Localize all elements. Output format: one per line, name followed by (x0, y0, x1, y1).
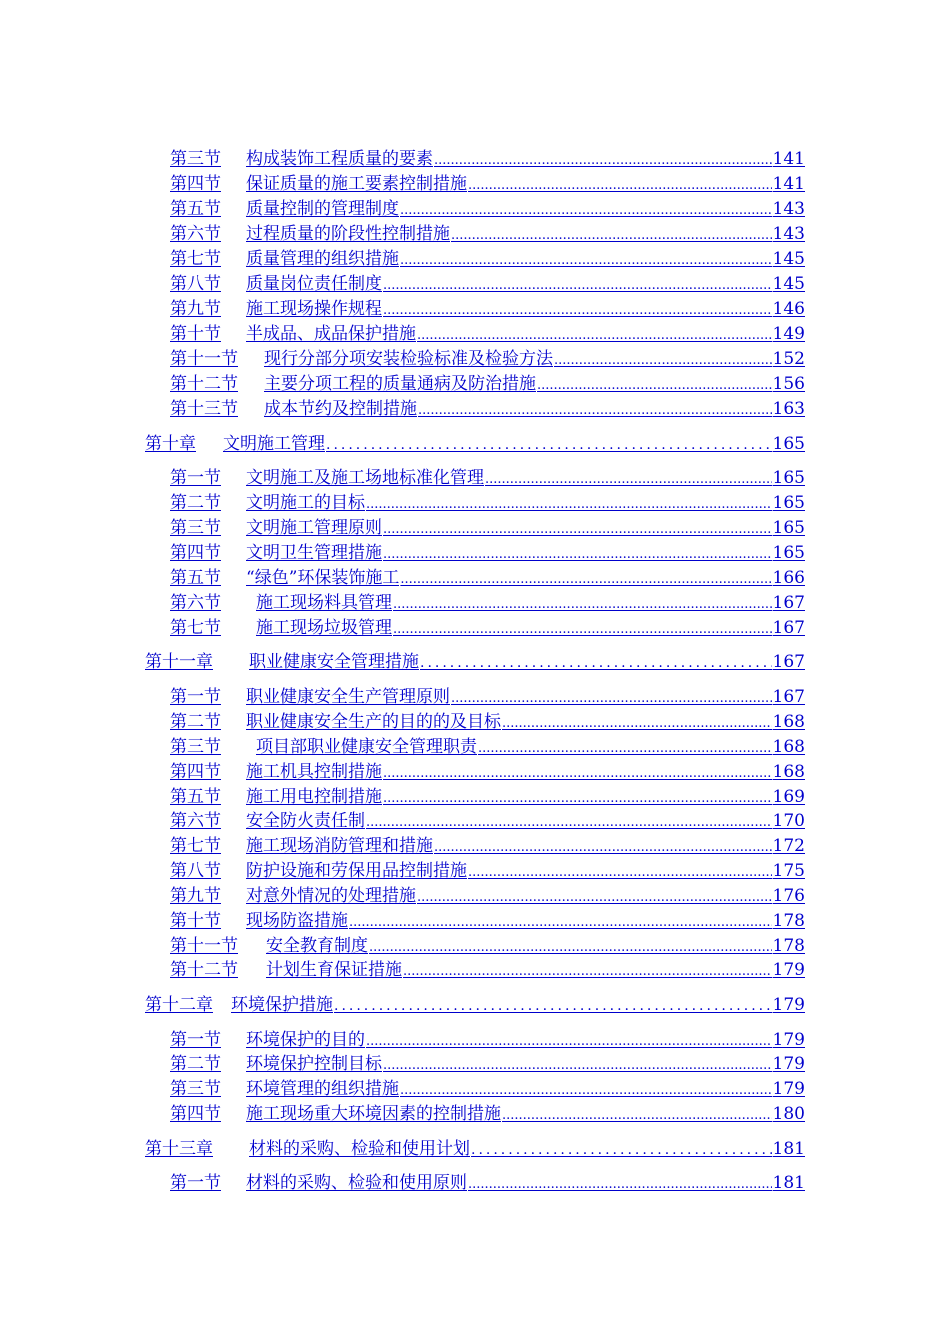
toc-entry[interactable] (170, 542, 805, 564)
toc-entry-title: 环境管理的组织措施 (246, 1079, 399, 1099)
toc-entry-title: 安全教育制度 (266, 936, 368, 956)
toc-entry-title: 成本节约及控制措施 (264, 399, 417, 419)
toc-leader-dots (468, 175, 772, 197)
toc-entry-number: 第五节 (170, 787, 221, 807)
toc-entry-title: 环境保护措施 (231, 995, 333, 1015)
toc-entry[interactable] (170, 959, 805, 981)
toc-leader-dots (383, 519, 772, 541)
toc-entry[interactable] (170, 467, 805, 489)
toc-entry[interactable] (170, 373, 805, 395)
toc-entry-page: 165 (772, 434, 805, 454)
toc-entry-title: 现场防盗措施 (246, 911, 348, 931)
toc-entry-title: 环境保护的目的 (246, 1030, 365, 1050)
toc-leader-dots (393, 619, 772, 641)
toc-entry-page: 178 (772, 936, 805, 956)
toc-leader-dots (468, 862, 772, 884)
toc-entry-page: 168 (772, 737, 805, 757)
toc-entry-page: 170 (772, 811, 805, 831)
toc-entry-title: 职业健康安全管理措施 (249, 652, 419, 672)
toc-entry[interactable] (170, 885, 805, 907)
toc-entry-number: 第九节 (170, 886, 221, 906)
toc-entry-page: 145 (772, 274, 805, 294)
toc-entry[interactable] (170, 567, 805, 589)
toc-leader-dots (366, 494, 772, 516)
toc-entry[interactable] (170, 348, 805, 370)
toc-leader-dots (468, 1174, 772, 1196)
toc-leader-dots (369, 937, 772, 959)
toc-leader-dots (417, 887, 772, 909)
toc-entry-page: 141 (772, 149, 805, 169)
toc-entry-title: 半成品、成品保护措施 (246, 324, 416, 344)
toc-entry[interactable] (170, 248, 805, 270)
toc-entry[interactable] (170, 298, 805, 320)
toc-entry[interactable] (170, 323, 805, 345)
toc-entry-number: 第十一节 (170, 936, 238, 956)
toc-entry-title: 质量控制的管理制度 (246, 199, 399, 219)
toc-leader-dots (451, 225, 772, 247)
toc-leader-dots (434, 837, 772, 859)
toc-entry-number: 第十节 (170, 911, 221, 931)
toc-entry-number: 第十一节 (170, 349, 238, 369)
toc-entry-title: 文明施工及施工场地标准化管理 (246, 468, 484, 488)
toc-entry[interactable] (170, 786, 805, 808)
toc-leader-dots (383, 544, 772, 566)
toc-leader-dots (537, 375, 772, 397)
toc-leader-dots (349, 912, 772, 934)
toc-entry-number: 第八节 (170, 861, 221, 881)
toc-entry-page: 169 (772, 787, 805, 807)
toc-entry-page: 178 (772, 911, 805, 931)
toc-leader-dots (554, 350, 772, 372)
toc-entry-number: 第九节 (170, 299, 221, 319)
toc-entry-number: 第三节 (170, 1079, 221, 1099)
toc-entry-page: 152 (772, 349, 805, 369)
toc-entry-number: 第七节 (170, 249, 221, 269)
toc-entry-title: “绿色”环保装饰施工 (246, 568, 400, 588)
toc-entry-title: 保证质量的施工要素控制措施 (246, 174, 467, 194)
toc-entry-title: 防护设施和劳保用品控制措施 (246, 861, 467, 881)
toc-entry-number: 第二节 (170, 712, 221, 732)
toc-entry-page: 166 (772, 568, 805, 588)
toc-entry-number: 第五节 (170, 568, 221, 588)
toc-entry-title: 施工现场消防管理和措施 (246, 836, 433, 856)
toc-leader-dots (383, 763, 772, 785)
toc-entry-title: 过程质量的阶段性控制措施 (246, 224, 450, 244)
toc-entry[interactable] (170, 1053, 805, 1075)
toc-leader-dots (383, 300, 772, 322)
toc-entry-number: 第三节 (170, 149, 221, 169)
toc-leader-dots (326, 434, 772, 456)
toc-entry-title: 主要分项工程的质量通病及防治措施 (264, 374, 536, 394)
toc-entry[interactable] (170, 860, 805, 882)
toc-entry-number: 第十章 (145, 434, 196, 454)
toc-entry-number: 第二节 (170, 493, 221, 513)
toc-leader-dots (502, 1105, 772, 1127)
toc-leader-dots (400, 250, 772, 272)
toc-entry-title: 材料的采购、检验和使用原则 (246, 1173, 467, 1193)
toc-leader-dots (418, 400, 772, 422)
toc-entry-page: 167 (772, 652, 805, 672)
toc-entry[interactable] (170, 517, 805, 539)
toc-entry-number: 第一节 (170, 468, 221, 488)
toc-entry[interactable] (170, 1029, 805, 1051)
toc-entry-title: 施工现场操作规程 (246, 299, 382, 319)
toc-entry-number: 第四节 (170, 543, 221, 563)
toc-entry-page: 172 (772, 836, 805, 856)
toc-leader-dots (366, 812, 772, 834)
toc-entry[interactable] (170, 810, 805, 832)
toc-entry[interactable] (170, 148, 805, 170)
toc-entry-page: 181 (772, 1173, 805, 1193)
toc-leader-dots (471, 1139, 772, 1161)
toc-entry-page: 165 (772, 518, 805, 538)
toc-entry-number: 第十二章 (145, 995, 213, 1015)
toc-entry-page: 149 (772, 324, 805, 344)
toc-entry-number: 第十二节 (170, 960, 238, 980)
toc-entry-page: 145 (772, 249, 805, 269)
toc-entry[interactable] (170, 736, 805, 758)
toc-entry-page: 141 (772, 174, 805, 194)
toc-entry-number: 第一节 (170, 1173, 221, 1193)
toc-entry-title: 文明卫生管理措施 (246, 543, 382, 563)
toc-entry[interactable] (170, 686, 805, 708)
toc-entry-page: 143 (772, 224, 805, 244)
toc-entry[interactable] (170, 173, 805, 195)
toc-entry-title: 文明施工管理 (223, 434, 325, 454)
toc-entry[interactable] (170, 711, 805, 733)
toc-entry-title: 项目部职业健康安全管理职责 (256, 737, 477, 757)
toc-entry-number: 第二节 (170, 1054, 221, 1074)
toc-entry[interactable] (170, 617, 805, 639)
toc-leader-dots (417, 325, 772, 347)
toc-entry-number: 第七节 (170, 836, 221, 856)
toc-entry-number: 第一节 (170, 687, 221, 707)
toc-leader-dots (383, 275, 772, 297)
toc-entry-number: 第八节 (170, 274, 221, 294)
toc-entry-number: 第六节 (170, 593, 221, 613)
toc-entry[interactable] (170, 198, 805, 220)
toc-entry-number: 第十二节 (170, 374, 238, 394)
toc-entry-title: 文明施工管理原则 (246, 518, 382, 538)
toc-entry-page: 165 (772, 468, 805, 488)
toc-entry-number: 第五节 (170, 199, 221, 219)
toc-entry-title: 安全防火责任制 (246, 811, 365, 831)
toc-entry-page: 179 (772, 1054, 805, 1074)
toc-entry-title: 施工用电控制措施 (246, 787, 382, 807)
toc-leader-dots (451, 688, 772, 710)
toc-entry[interactable] (170, 835, 805, 857)
toc-entry-title: 职业健康安全生产管理原则 (246, 687, 450, 707)
toc-entry-title: 现行分部分项安装检验标准及检验方法 (264, 349, 553, 369)
toc-entry-number: 第十三节 (170, 399, 238, 419)
toc-entry-number: 第四节 (170, 762, 221, 782)
toc-entry-title: 材料的采购、检验和使用计划 (249, 1139, 470, 1159)
toc-entry[interactable] (170, 492, 805, 514)
toc-chapter-entry[interactable] (145, 1138, 805, 1160)
toc-entry-title: 对意外情况的处理措施 (246, 886, 416, 906)
toc-entry[interactable] (170, 1078, 805, 1100)
toc-entry-number: 第七节 (170, 618, 221, 638)
toc-entry-page: 175 (772, 861, 805, 881)
toc-leader-dots (393, 594, 772, 616)
toc-entry[interactable] (170, 935, 805, 957)
toc-chapter-entry[interactable] (145, 651, 805, 673)
toc-leader-dots (434, 150, 772, 172)
toc-entry[interactable] (170, 273, 805, 295)
toc-entry-title: 职业健康安全生产的目的的及目标 (246, 712, 501, 732)
toc-entry-page: 165 (772, 493, 805, 513)
toc-leader-dots (502, 713, 772, 735)
toc-entry-title: 环境保护控制目标 (246, 1054, 382, 1074)
toc-entry-number: 第一节 (170, 1030, 221, 1050)
toc-leader-dots (420, 652, 772, 674)
toc-entry-number: 第三节 (170, 737, 221, 757)
toc-leader-dots (400, 1080, 772, 1102)
toc-entry-title: 施工现场料具管理 (256, 593, 392, 613)
toc-entry-title: 施工现场垃圾管理 (256, 618, 392, 638)
toc-chapter-entry[interactable] (145, 433, 805, 455)
toc-entry-page: 176 (772, 886, 805, 906)
toc-entry-title: 文明施工的目标 (246, 493, 365, 513)
toc-chapter-entry[interactable] (145, 994, 805, 1016)
toc-entry-number: 第六节 (170, 224, 221, 244)
toc-entry-page: 163 (772, 399, 805, 419)
toc-entry-number: 第六节 (170, 811, 221, 831)
toc-entry[interactable] (170, 223, 805, 245)
toc-entry-title: 质量管理的组织措施 (246, 249, 399, 269)
toc-leader-dots (478, 738, 772, 760)
toc-entry-title: 施工现场重大环境因素的控制措施 (246, 1104, 501, 1124)
toc-leader-dots (334, 995, 772, 1017)
toc-entry[interactable] (170, 1103, 805, 1125)
toc-entry-page: 167 (772, 618, 805, 638)
toc-entry-page: 180 (772, 1104, 805, 1124)
toc-entry-page: 179 (772, 995, 805, 1015)
toc-entry-page: 156 (772, 374, 805, 394)
toc-leader-dots (400, 200, 772, 222)
toc-entry-title: 计划生育保证措施 (266, 960, 402, 980)
toc-entry[interactable] (170, 398, 805, 420)
toc-entry-number: 第十节 (170, 324, 221, 344)
toc-entry-page: 167 (772, 593, 805, 613)
toc-leader-dots (485, 469, 772, 491)
toc-leader-dots (383, 1055, 772, 1077)
toc-leader-dots (383, 788, 772, 810)
toc-entry-page: 168 (772, 712, 805, 732)
toc-entry-page: 179 (772, 1079, 805, 1099)
toc-entry-page: 181 (772, 1139, 805, 1159)
toc-leader-dots (400, 569, 771, 591)
toc-entry-page: 146 (772, 299, 805, 319)
toc-entry-page: 143 (772, 199, 805, 219)
toc-entry-page: 179 (772, 960, 805, 980)
toc-entry-number: 第十一章 (145, 652, 213, 672)
toc-entry-page: 165 (772, 543, 805, 563)
toc-entry-page: 167 (772, 687, 805, 707)
toc-entry[interactable] (170, 910, 805, 932)
toc-entry-page: 179 (772, 1030, 805, 1050)
toc-entry-title: 施工机具控制措施 (246, 762, 382, 782)
toc-entry-number: 第十三章 (145, 1139, 213, 1159)
toc-entry[interactable] (170, 1172, 805, 1194)
toc-entry[interactable] (170, 761, 805, 783)
toc-leader-dots (366, 1031, 772, 1053)
toc-entry-title: 质量岗位责任制度 (246, 274, 382, 294)
toc-entry-number: 第四节 (170, 1104, 221, 1124)
toc-entry-title: 构成装饰工程质量的要素 (246, 149, 433, 169)
toc-entry[interactable] (170, 592, 805, 614)
toc-entry-number: 第四节 (170, 174, 221, 194)
toc-entry-number: 第三节 (170, 518, 221, 538)
toc-entry-page: 168 (772, 762, 805, 782)
toc-leader-dots (403, 961, 772, 983)
